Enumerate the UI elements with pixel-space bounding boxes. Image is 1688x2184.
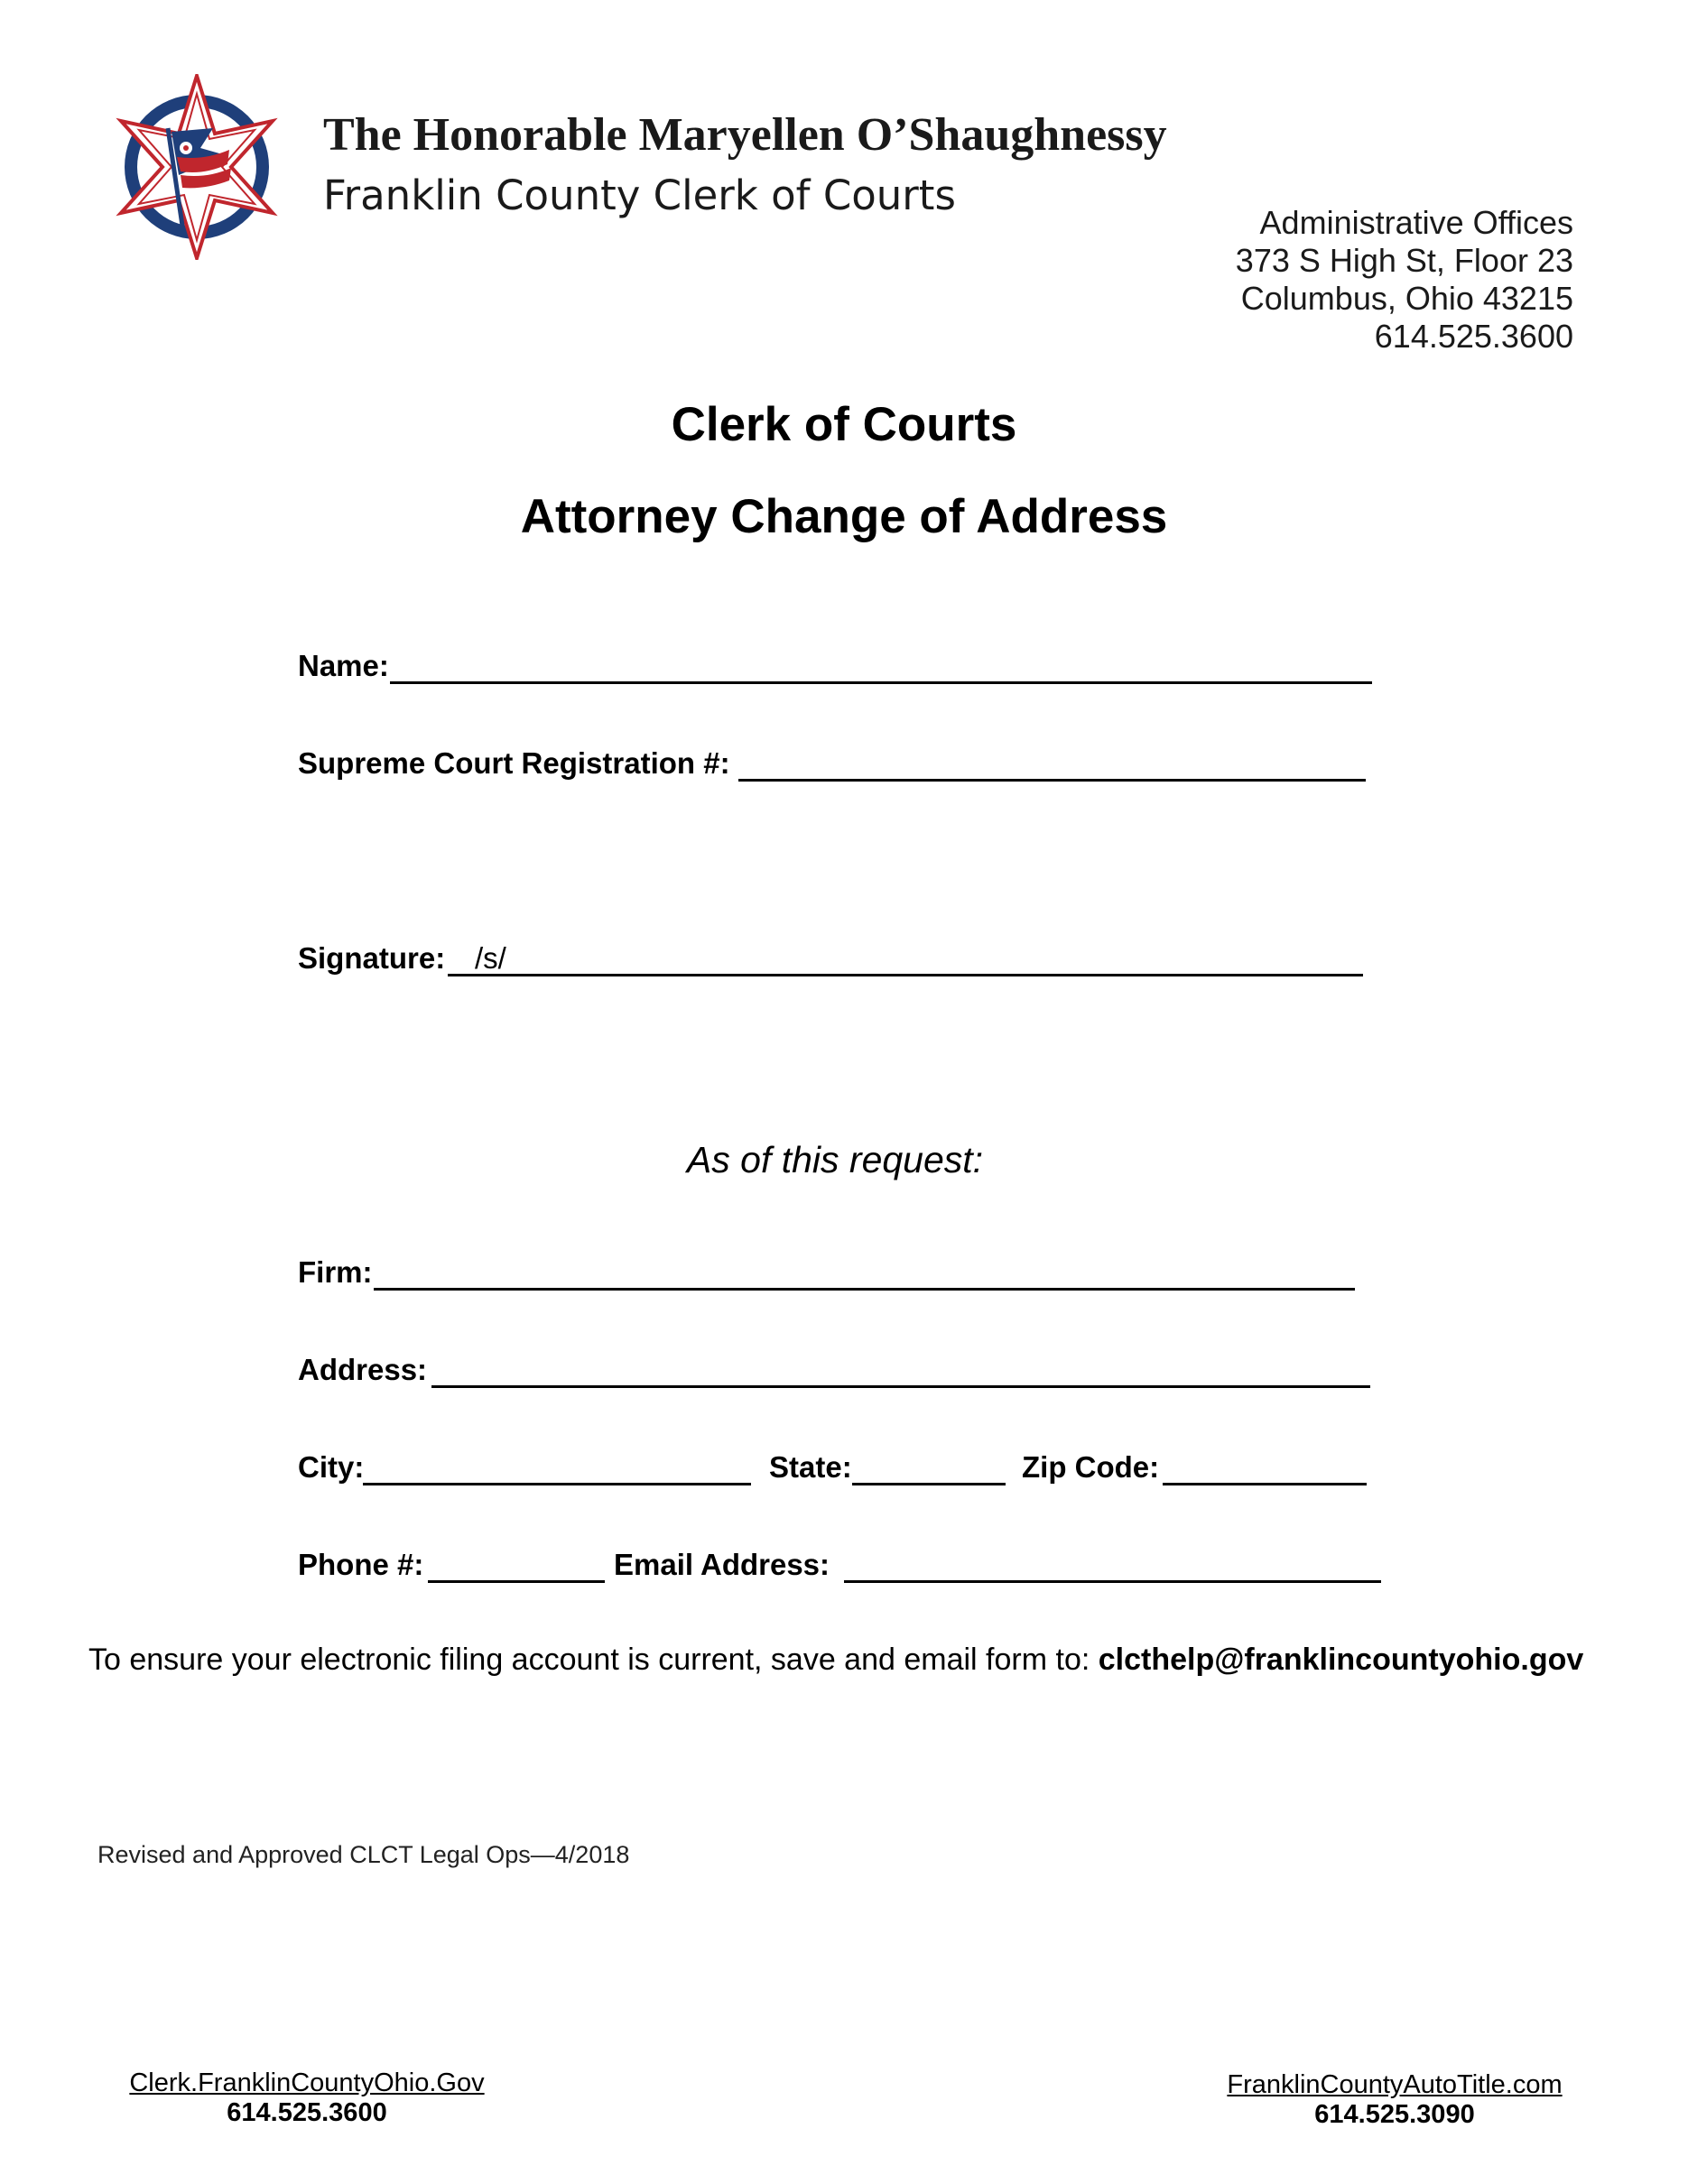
- administrative-address: [1236, 204, 1573, 356]
- request-subheading: As of this request:: [686, 1139, 984, 1180]
- state-input-line[interactable]: [852, 1458, 1006, 1485]
- phone-label: Phone #:: [298, 1548, 424, 1581]
- clerk-seal-logo: [114, 74, 280, 260]
- zip-label: Zip Code:: [1022, 1450, 1160, 1484]
- state-label: State:: [769, 1450, 852, 1484]
- name-input-line[interactable]: [390, 656, 1372, 684]
- autotitle-website-link[interactable]: FranklinCountyAutoTitle.com: [1227, 2070, 1563, 2099]
- email-label: Email Address:: [614, 1548, 830, 1581]
- honorable-name: The Honorable Maryellen O’Shaughnessy: [323, 109, 1167, 161]
- address-line: Columbus, Ohio 43215: [1240, 280, 1573, 317]
- zip-input-line[interactable]: [1163, 1458, 1367, 1485]
- clerk-website-link[interactable]: Clerk.FranklinCountyOhio.Gov: [129, 2068, 485, 2097]
- address-input-line[interactable]: [431, 1360, 1370, 1388]
- address-line: Administrative Offices: [1259, 204, 1573, 241]
- city-label: City:: [298, 1450, 365, 1484]
- office-name: Franklin County Clerk of Courts: [323, 171, 956, 219]
- registration-label: Supreme Court Registration #:: [298, 746, 730, 780]
- help-email-link[interactable]: clcthelp@franklincountyohio.gov: [1098, 1643, 1584, 1677]
- signature-value: /s/: [475, 941, 506, 975]
- autotitle-phone: 614.525.3090: [1314, 2100, 1475, 2129]
- note-text: To ensure your electronic filing account is current, save and email form to:: [88, 1643, 1099, 1677]
- signature-label: Signature:: [298, 941, 446, 975]
- city-input-line[interactable]: [363, 1458, 751, 1485]
- form-subtitle: Attorney Change of Address: [520, 490, 1168, 543]
- registration-input-line[interactable]: [738, 754, 1366, 782]
- address-line: 373 S High St, Floor 23: [1235, 242, 1573, 279]
- footer-right: [1214, 2070, 1575, 2130]
- firm-input-line[interactable]: [374, 1263, 1355, 1291]
- signature-input-line[interactable]: [448, 949, 1363, 976]
- form-title: Clerk of Courts: [671, 398, 1017, 451]
- revision-note: Revised and Approved CLCT Legal Ops—4/2018: [97, 1841, 630, 1868]
- clerk-phone: 614.525.3600: [227, 2098, 387, 2127]
- name-label: Name:: [298, 649, 389, 682]
- address-label: Address:: [298, 1353, 428, 1386]
- footer-left: [117, 2068, 496, 2128]
- phone-input-line[interactable]: [428, 1555, 605, 1583]
- submission-note: [88, 1643, 1583, 1678]
- firm-label: Firm:: [298, 1255, 373, 1289]
- email-input-line[interactable]: [844, 1555, 1381, 1583]
- address-phone: 614.525.3600: [1374, 318, 1573, 355]
